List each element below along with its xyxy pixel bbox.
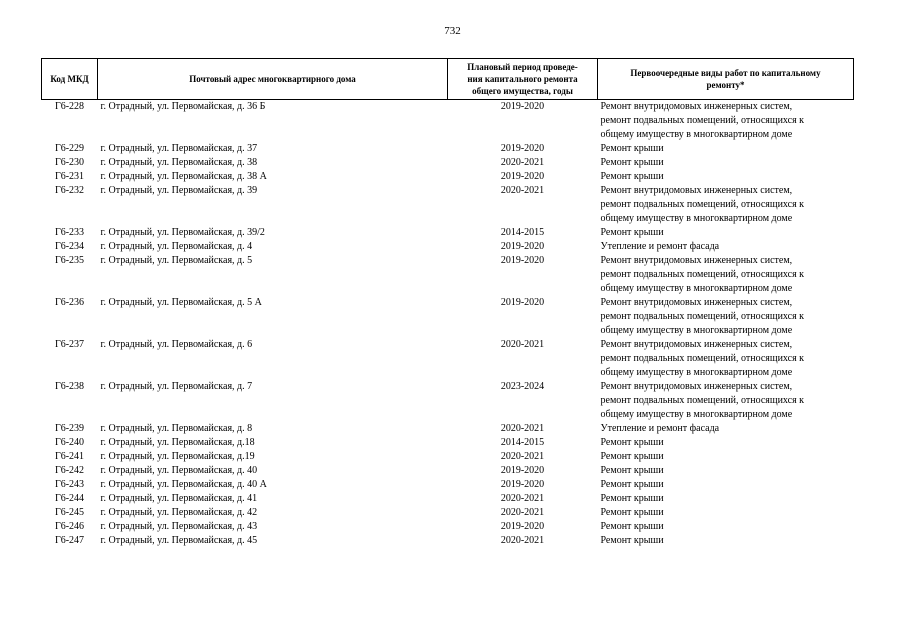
- row-period: 2014-2015: [500, 227, 545, 238]
- table-row: [42, 184, 854, 226]
- header-works: [598, 59, 854, 100]
- row-address: г. Отрадный, ул. Первомайская, д. 42: [100, 507, 258, 518]
- row-works-line: Ремонт крыши: [600, 535, 664, 546]
- header-code: Код МКД: [42, 59, 98, 100]
- row-works-line: Ремонт крыши: [600, 157, 664, 168]
- row-works-line: ремонт подвальных помещений, относящихся к: [600, 353, 805, 364]
- row-works-line: Утепление и ремонт фасада: [600, 241, 720, 252]
- table-row: [42, 478, 854, 492]
- table-row: [42, 492, 854, 506]
- table-row: [42, 296, 854, 338]
- row-works: [598, 296, 854, 338]
- row-works: [598, 100, 854, 143]
- row-works-line: ремонт подвальных помещений, относящихся к: [600, 115, 805, 126]
- header-period-line: общего имущества, годы: [472, 86, 573, 96]
- row-works: [598, 534, 854, 548]
- row-period: 2023-2024: [500, 381, 545, 392]
- row-works: [598, 380, 854, 422]
- row-period: 2019-2020: [500, 255, 545, 266]
- table-row: [42, 240, 854, 254]
- table-row: [42, 156, 854, 170]
- row-code: Г6-241: [54, 451, 85, 462]
- row-works: [598, 338, 854, 380]
- row-code: Г6-229: [54, 143, 85, 154]
- row-period: 2020-2021: [500, 339, 545, 350]
- row-works-line: Утепление и ремонт фасада: [600, 423, 720, 434]
- row-works-line: ремонт подвальных помещений, относящихся к: [600, 269, 805, 280]
- row-period: 2020-2021: [500, 535, 545, 546]
- row-address: г. Отрадный, ул. Первомайская, д. 41: [100, 493, 258, 504]
- header-period-line: Плановый период проведе-: [467, 62, 578, 72]
- row-period: 2019-2020: [500, 241, 545, 252]
- row-works-line: Ремонт крыши: [600, 521, 664, 532]
- row-code: Г6-236: [54, 297, 85, 308]
- row-period: 2019-2020: [500, 101, 545, 112]
- row-works: [598, 492, 854, 506]
- table-row: [42, 338, 854, 380]
- row-works: [598, 240, 854, 254]
- row-period: 2020-2021: [500, 157, 545, 168]
- row-works: [598, 520, 854, 534]
- row-address: г. Отрадный, ул. Первомайская, д. 39: [100, 185, 258, 196]
- row-code: Г6-234: [54, 241, 85, 252]
- table-row: [42, 100, 854, 143]
- row-period: 2019-2020: [500, 297, 545, 308]
- row-period: 2019-2020: [500, 465, 545, 476]
- row-code: Г6-239: [54, 423, 85, 434]
- row-works: [598, 478, 854, 492]
- row-works: [598, 450, 854, 464]
- table-row: [42, 380, 854, 422]
- row-works-line: ремонт подвальных помещений, относящихся к: [600, 199, 805, 210]
- row-works-line: ремонт подвальных помещений, относящихся к: [600, 395, 805, 406]
- row-works: [598, 156, 854, 170]
- row-address: г. Отрадный, ул. Первомайская, д. 40 А: [100, 479, 267, 490]
- row-address: г. Отрадный, ул. Первомайская, д. 40: [100, 465, 258, 476]
- row-works-line: общему имуществу в многоквартирном доме: [600, 409, 793, 420]
- row-address: г. Отрадный, ул. Первомайская, д. 8: [100, 423, 253, 434]
- row-code: Г6-242: [54, 465, 85, 476]
- table-row: [42, 464, 854, 478]
- row-address: г. Отрадный, ул. Первомайская, д. 36 Б: [100, 101, 266, 112]
- row-works: [598, 254, 854, 296]
- row-works-line: Ремонт крыши: [600, 437, 664, 448]
- row-works-line: общему имуществу в многоквартирном доме: [600, 367, 793, 378]
- row-address: г. Отрадный, ул. Первомайская, д. 5 А: [100, 297, 262, 308]
- row-code: Г6-235: [54, 255, 85, 266]
- table-row: [42, 520, 854, 534]
- row-period: 2020-2021: [500, 507, 545, 518]
- row-address: г. Отрадный, ул. Первомайская, д. 39/2: [100, 227, 265, 238]
- row-address: г. Отрадный, ул. Первомайская, д. 7: [100, 381, 253, 392]
- row-works-line: Ремонт крыши: [600, 451, 664, 462]
- row-works-line: Ремонт внутридомовых инженерных систем,: [600, 101, 793, 112]
- table-row: [42, 506, 854, 520]
- row-works-line: Ремонт внутридомовых инженерных систем,: [600, 381, 793, 392]
- row-works-line: общему имуществу в многоквартирном доме: [600, 325, 793, 336]
- row-period: 2020-2021: [500, 451, 545, 462]
- row-code: Г6-230: [54, 157, 85, 168]
- header-works-line: Первоочередные виды работ по капитальному: [630, 68, 821, 78]
- row-code: Г6-228: [54, 101, 85, 112]
- row-works: [598, 170, 854, 184]
- row-address: г. Отрадный, ул. Первомайская, д.18: [100, 437, 255, 448]
- table-row: [42, 170, 854, 184]
- row-works-line: Ремонт крыши: [600, 171, 664, 182]
- row-address: г. Отрадный, ул. Первомайская, д. 5: [100, 255, 253, 266]
- row-period: 2020-2021: [500, 423, 545, 434]
- row-address: г. Отрадный, ул. Первомайская, д.19: [100, 451, 255, 462]
- row-works-line: общему имуществу в многоквартирном доме: [600, 213, 793, 224]
- row-works: [598, 436, 854, 450]
- table-body: [42, 100, 854, 549]
- row-code: Г6-237: [54, 339, 85, 350]
- page-number: 732: [444, 25, 461, 37]
- row-code: Г6-233: [54, 227, 85, 238]
- row-works-line: Ремонт крыши: [600, 479, 664, 490]
- row-period: 2020-2021: [500, 493, 545, 504]
- header-works-line: ремонту*: [706, 80, 745, 90]
- row-address: г. Отрадный, ул. Первомайская, д. 43: [100, 521, 258, 532]
- table-row: [42, 436, 854, 450]
- row-period: 2019-2020: [500, 171, 545, 182]
- row-works-line: Ремонт крыши: [600, 507, 664, 518]
- row-address: г. Отрадный, ул. Первомайская, д. 38: [100, 157, 258, 168]
- row-code: Г6-245: [54, 507, 85, 518]
- row-period: 2019-2020: [500, 479, 545, 490]
- row-works: [598, 506, 854, 520]
- row-period: 2019-2020: [500, 521, 545, 532]
- header-address: Почтовый адрес многоквартирного дома: [98, 59, 448, 100]
- table-row: [42, 226, 854, 240]
- row-code: Г6-247: [54, 535, 85, 546]
- row-works: [598, 184, 854, 226]
- row-code: Г6-232: [54, 185, 85, 196]
- row-period: 2020-2021: [500, 185, 545, 196]
- row-works-line: Ремонт крыши: [600, 493, 664, 504]
- row-works-line: общему имуществу в многоквартирном доме: [600, 283, 793, 294]
- row-works: [598, 226, 854, 240]
- row-code: Г6-240: [54, 437, 85, 448]
- row-works-line: Ремонт крыши: [600, 143, 664, 154]
- row-works-line: Ремонт внутридомовых инженерных систем,: [600, 339, 793, 350]
- row-works-line: Ремонт крыши: [600, 227, 664, 238]
- row-works-line: Ремонт внутридомовых инженерных систем,: [600, 255, 793, 266]
- row-address: г. Отрадный, ул. Первомайская, д. 4: [100, 241, 253, 252]
- repair-schedule-table: [41, 58, 854, 548]
- row-code: Г6-243: [54, 479, 85, 490]
- row-code: Г6-231: [54, 171, 85, 182]
- row-code: Г6-244: [54, 493, 85, 504]
- row-works-line: общему имуществу в многоквартирном доме: [600, 129, 793, 140]
- row-address: г. Отрадный, ул. Первомайская, д. 37: [100, 143, 258, 154]
- row-works: [598, 464, 854, 478]
- row-works-line: ремонт подвальных помещений, относящихся к: [600, 311, 805, 322]
- table-header: [42, 59, 854, 100]
- row-address: г. Отрадный, ул. Первомайская, д. 38 А: [100, 171, 267, 182]
- row-works-line: Ремонт внутридомовых инженерных систем,: [600, 297, 793, 308]
- table-row: [42, 450, 854, 464]
- row-works-line: Ремонт крыши: [600, 465, 664, 476]
- header-row: [42, 59, 854, 100]
- header-period-line: ния капитального ремонта: [467, 74, 578, 84]
- row-works: [598, 422, 854, 436]
- row-period: 2014-2015: [500, 437, 545, 448]
- row-period: 2019-2020: [500, 143, 545, 154]
- row-works: [598, 142, 854, 156]
- table-row: [42, 142, 854, 156]
- table-row: [42, 534, 854, 548]
- row-address: г. Отрадный, ул. Первомайская, д. 45: [100, 535, 258, 546]
- row-address: г. Отрадный, ул. Первомайская, д. 6: [100, 339, 253, 350]
- header-period: [448, 59, 598, 100]
- table-row: [42, 422, 854, 436]
- table-row: [42, 254, 854, 296]
- row-works-line: Ремонт внутридомовых инженерных систем,: [600, 185, 793, 196]
- row-code: Г6-238: [54, 381, 85, 392]
- row-code: Г6-246: [54, 521, 85, 532]
